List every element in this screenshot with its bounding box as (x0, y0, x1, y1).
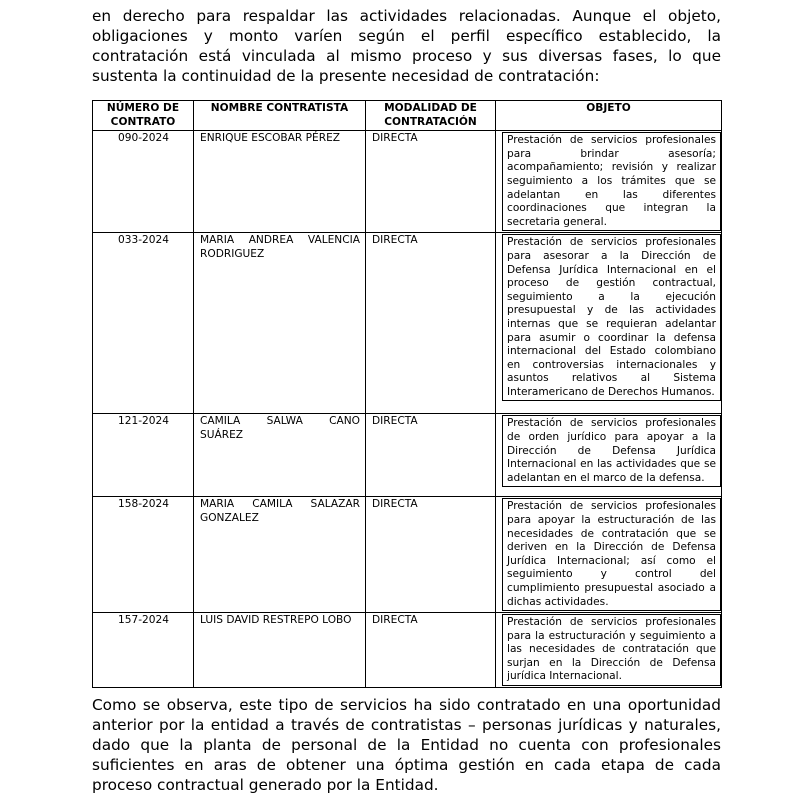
contract-object: Prestación de servicios profesionales para apoyar la estructuración de las necesidades de contratación que se deriven en la Dirección de Defensa Jurídica Internacional; así como el seguimiento y control del cumplimiento presupuestal asociado a dichas actividades. (502, 498, 721, 611)
contract-number: 158-2024 (93, 497, 194, 613)
contracts-table (92, 100, 722, 688)
contract-object-cell (496, 233, 722, 414)
contract-modality: DIRECTA (366, 613, 496, 688)
contract-modality: DIRECTA (366, 497, 496, 613)
contract-number: 121-2024 (93, 414, 194, 497)
table-row (93, 497, 722, 613)
contract-object-cell (496, 497, 722, 613)
contract-object: Prestación de servicios profesionales para brindar asesoría; acompañamiento; revisión y realizar seguimiento a los trámites que se adelantan en las diferentes coordinaciones que integran la secretaria general. (502, 132, 721, 231)
contractor-name: LUIS DAVID RESTREPO LOBO (194, 613, 366, 688)
contract-number: 157-2024 (93, 613, 194, 688)
contract-modality: DIRECTA (366, 233, 496, 414)
table-row (93, 613, 722, 688)
table-row (93, 131, 722, 233)
header-objeto: OBJETO (496, 101, 722, 131)
contract-object: Prestación de servicios profesionales de orden jurídico para apoyar a la Dirección de Defensa Jurídica Internacional en las actividades que se adelantan en el marco de la defensa. (502, 415, 721, 487)
contractor-name: MARIA ANDREA VALENCIA RODRIGUEZ (194, 233, 366, 414)
contract-object-cell (496, 131, 722, 233)
contract-object-cell (496, 613, 722, 688)
table-row (93, 233, 722, 414)
intro-paragraph: en derecho para respaldar las actividades relacionadas. Aunque el objeto, obligaciones y monto varíen según el perfil específico establecido, la contratación está vinculada al mismo proceso y sus diversas fases, lo que sustenta la continuidad de la presente necesidad de contratación: (92, 7, 721, 85)
contractor-name: CAMILA SALWA CANO SUÁREZ (194, 414, 366, 497)
contractor-name: ENRIQUE ESCOBAR PÉREZ (194, 131, 366, 233)
contract-object: Prestación de servicios profesionales para la estructuración y seguimiento a las necesidades de contratación que surjan en la Dirección de Defensa jurídica Internacional. (502, 614, 721, 686)
contractor-name: MARIA CAMILA SALAZAR GONZALEZ (194, 497, 366, 613)
header-modalidad: MODALIDAD DE CONTRATACIÓN (366, 101, 496, 131)
table-row (93, 414, 722, 497)
closing-paragraph: Como se observa, este tipo de servicios ha sido contratado en una oportunidad anterior por la entidad a través de contratistas – personas jurídicas y naturales, dado que la planta de personal de la Entidad no cuenta con profesionales suficientes en aras de obtener una óptima gestión en cada etapa de cada proceso contractual generado por la Entidad. (92, 696, 721, 794)
table-header-row (93, 101, 722, 131)
contract-object: Prestación de servicios profesionales para asesorar a la Dirección de Defensa Jurídica Internacional en el proceso de gestión contractual, seguimiento a la ejecución presupuestal y de las actividades internas que se requieran adelantar para asumir o coordinar la defensa internacional del Estado colombiano en controversias internacionales y asuntos relativos al Sistema Interamericano de Derechos Humanos. (502, 234, 721, 401)
contract-number: 090-2024 (93, 131, 194, 233)
contract-modality: DIRECTA (366, 414, 496, 497)
header-nombre-contratista: NOMBRE CONTRATISTA (194, 101, 366, 131)
contract-modality: DIRECTA (366, 131, 496, 233)
header-numero-contrato: NÚMERO DE CONTRATO (93, 101, 194, 131)
contract-number: 033-2024 (93, 233, 194, 414)
contract-object-cell (496, 414, 722, 497)
